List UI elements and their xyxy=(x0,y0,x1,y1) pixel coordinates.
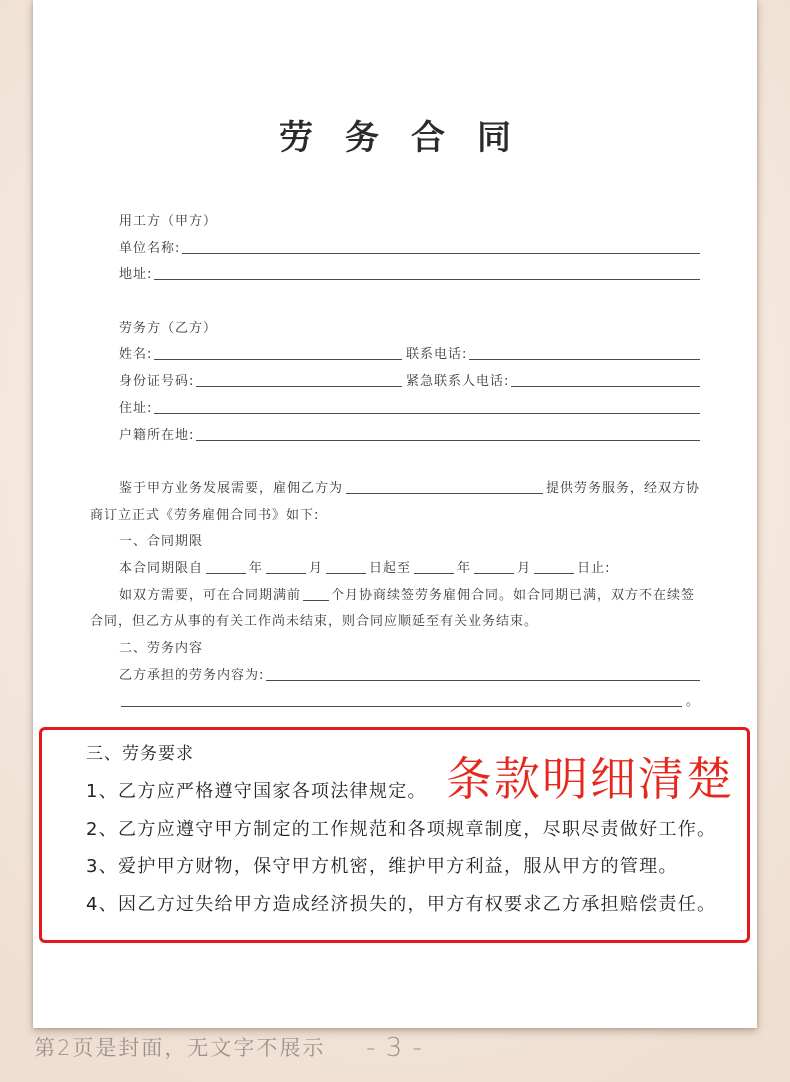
id-number-label: 身份证号码: xyxy=(119,374,195,390)
section-1-heading: 一、合同期限 xyxy=(119,534,204,550)
contract-term-line xyxy=(90,556,700,583)
document-title: 劳务合同 xyxy=(279,118,543,158)
term-text: 月 xyxy=(517,560,532,576)
requirement-item: 4、因乙方过失给甲方造成经济损失的，甲方有权要求乙方承担赔偿责任。 xyxy=(86,894,717,916)
party-b-heading-line xyxy=(90,316,700,343)
spacer xyxy=(90,289,700,316)
id-number-field xyxy=(119,369,402,396)
emergency-phone-field xyxy=(406,369,700,396)
preamble-line-1 xyxy=(90,476,700,503)
address-blank xyxy=(154,267,700,280)
term-text: 日起至 xyxy=(369,560,412,576)
party-b-heading: 劳务方（乙方） xyxy=(119,320,218,336)
section-1-heading-line xyxy=(90,529,700,556)
company-name-label: 单位名称: xyxy=(119,240,181,256)
renewal-months-blank xyxy=(303,588,329,601)
name-phone-line xyxy=(90,342,700,369)
emergency-phone-blank xyxy=(511,374,700,387)
id-number-blank xyxy=(196,374,402,387)
name-field xyxy=(119,342,402,369)
preamble-text: 提供劳务服务，经双方协 xyxy=(545,480,700,496)
term-text: 日止: xyxy=(577,560,611,576)
spacer xyxy=(90,449,700,476)
section-2-heading-line xyxy=(90,636,700,663)
preamble-text: 鉴于甲方业务发展需要，雇佣乙方为 xyxy=(119,480,344,496)
start-day-blank xyxy=(326,561,366,574)
requirement-item: 2、乙方应遵守甲方制定的工作规范和各项规章制度，尽职尽责做好工作。 xyxy=(86,818,717,840)
requirement-item: 3、爱护甲方财物，保守甲方机密，维护甲方利益，服从甲方的管理。 xyxy=(86,856,678,878)
company-name-blank xyxy=(182,241,700,254)
service-role-blank xyxy=(346,481,543,494)
contract-body xyxy=(90,209,700,716)
preamble-text: 商订立正式《劳务雇佣合同书》如下: xyxy=(90,507,320,523)
renewal-line-2 xyxy=(90,609,700,636)
service-content-blank xyxy=(266,668,700,681)
name-blank xyxy=(154,347,402,360)
company-name-line xyxy=(90,236,700,263)
end-year-blank xyxy=(414,561,454,574)
service-content-line-2 xyxy=(90,689,700,716)
id-emergency-line xyxy=(90,369,700,396)
page-number: - 3 - xyxy=(366,1033,423,1063)
name-label: 姓名: xyxy=(119,347,153,363)
end-day-blank xyxy=(534,561,574,574)
household-register-label: 户籍所在地: xyxy=(119,427,195,443)
phone-blank xyxy=(469,347,700,360)
section-3-heading: 三、劳务要求 xyxy=(86,744,194,764)
renewal-text: 如双方需要，可在合同期满前 xyxy=(119,587,302,603)
renewal-line-1 xyxy=(90,583,700,610)
term-text: 本合同期限自 xyxy=(119,560,204,576)
term-text: 月 xyxy=(309,560,324,576)
start-month-blank xyxy=(266,561,306,574)
renewal-text: 个月协商续签劳务雇佣合同。如合同期已满，双方不在续签 xyxy=(331,587,696,603)
emergency-phone-label: 紧急联系人电话: xyxy=(406,374,510,390)
phone-field xyxy=(406,342,700,369)
end-month-blank xyxy=(474,561,514,574)
residence-label: 住址: xyxy=(119,400,153,416)
service-content-line-1 xyxy=(90,663,700,690)
footer-note: 第2页是封面，无文字不展示 xyxy=(34,1036,326,1060)
term-text: 年 xyxy=(457,560,472,576)
contract-page xyxy=(33,0,757,1028)
preamble-line-2 xyxy=(90,503,700,530)
address-label: 地址: xyxy=(119,267,153,283)
service-content-label: 乙方承担的劳务内容为: xyxy=(119,667,265,683)
section-2-heading: 二、劳务内容 xyxy=(119,641,204,656)
household-register-blank xyxy=(196,428,700,441)
requirements-highlight-box xyxy=(39,727,750,943)
requirement-item: 1、乙方应严格遵守国家各项法律规定。 xyxy=(86,781,427,802)
party-a-heading-line xyxy=(90,209,700,236)
household-register-line xyxy=(90,423,700,450)
term-text: 年 xyxy=(249,560,264,576)
party-a-heading: 用工方（甲方） xyxy=(119,214,218,229)
promo-callout: 条款明细清楚 xyxy=(446,752,734,806)
address-line xyxy=(90,262,700,289)
period-mark: 。 xyxy=(685,694,700,710)
phone-label: 联系电话: xyxy=(406,347,468,363)
residence-blank xyxy=(154,401,700,414)
renewal-text: 合同，但乙方从事的有关工作尚未结束，则合同应顺延至有关业务结束。 xyxy=(90,614,539,630)
residence-line xyxy=(90,396,700,423)
service-content-blank xyxy=(121,694,682,707)
start-year-blank xyxy=(206,561,246,574)
